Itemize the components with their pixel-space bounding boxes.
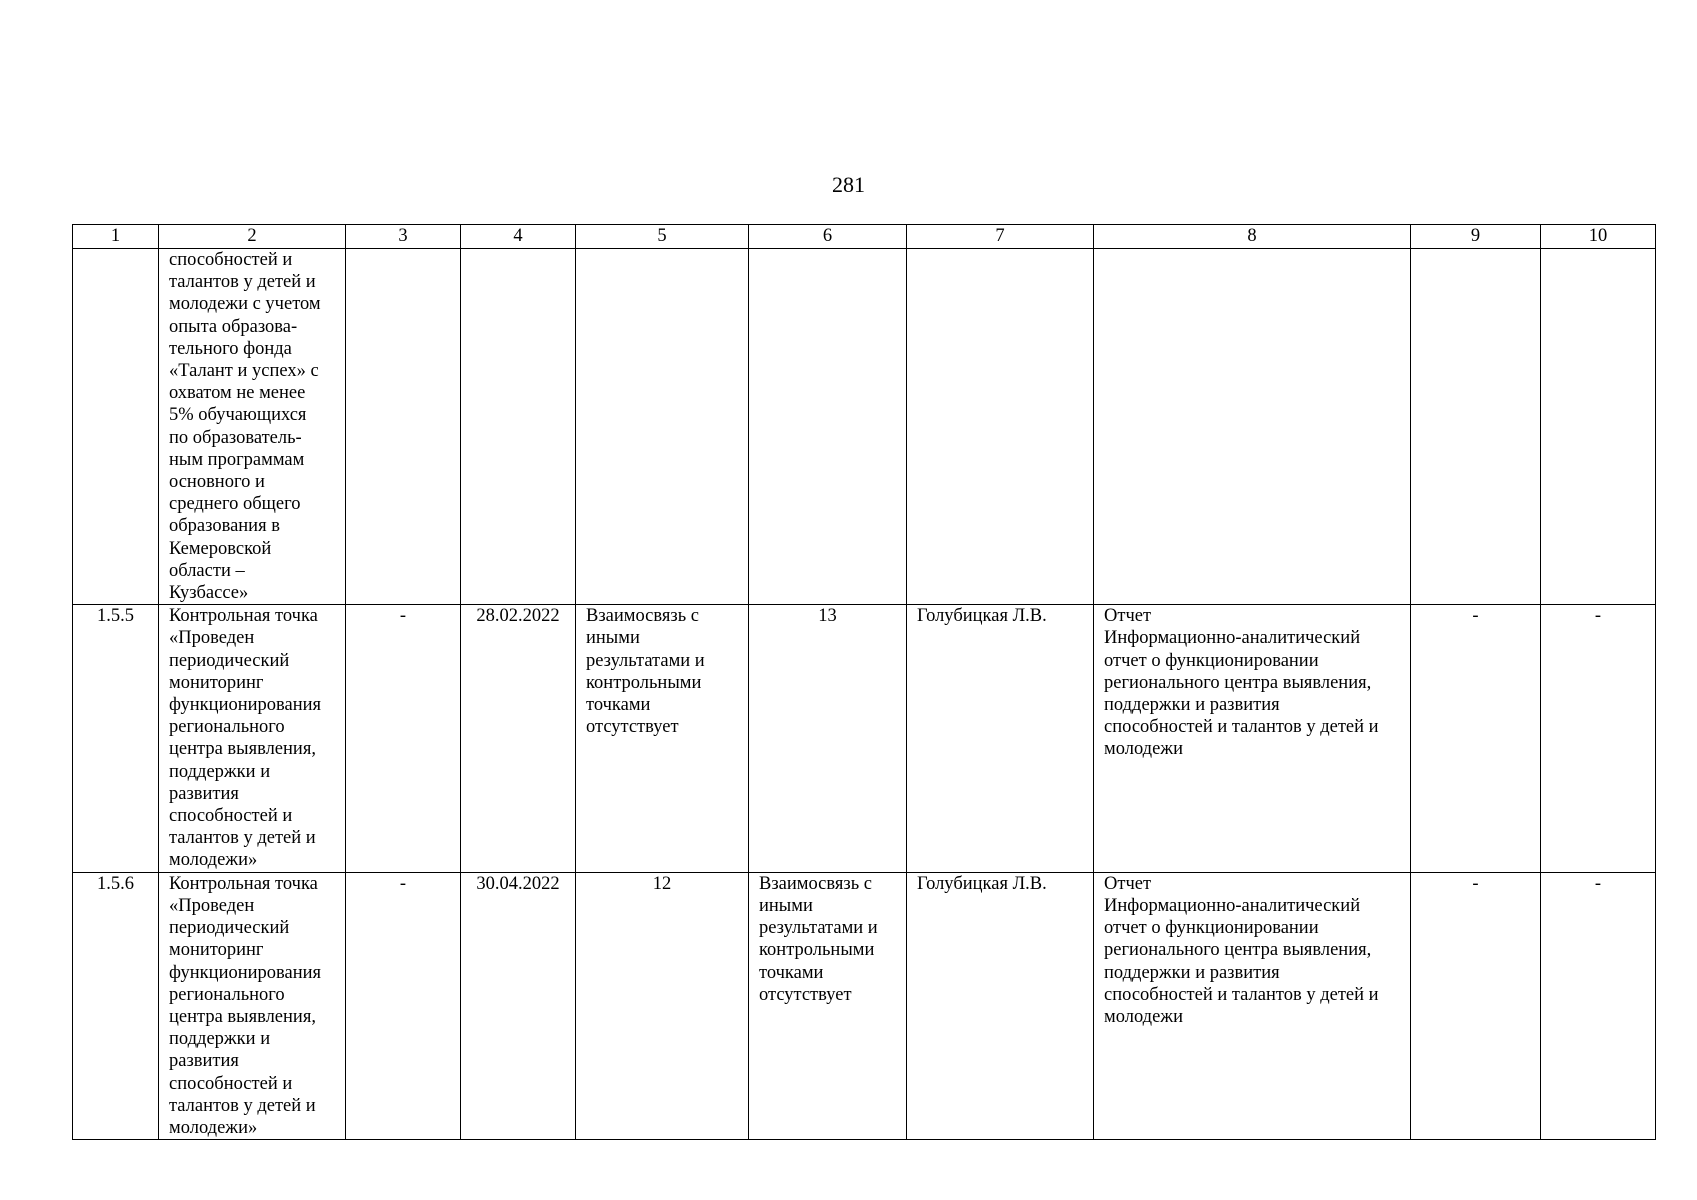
table-row [73,605,1656,872]
column-header: 4 [461,225,576,249]
cell-end-date: 28.02.2022 [461,605,576,872]
column-header: 7 [907,225,1094,249]
cell-name: Контрольная точка «Проведен периодический мониторинг функционирования регионального центра выявления, поддержки и развития способностей и талантов у детей и молодежи» [159,872,346,1139]
table-row [73,872,1656,1139]
table-row [73,249,1656,605]
cell-col9 [1411,249,1541,605]
cell-name: способностей и талантов у детей и молодежи с учетом опыта образова- тельного фонда «Талант и успех» с охватом не менее 5% обучающихся по образователь- ным программам основного и среднего общего образования в Кемеровской области – Кузбассе» [159,249,346,605]
cell-col6 [749,249,907,605]
cell-number: 1.5.6 [73,872,159,1139]
cell-responsible: Голубицкая Л.В. [907,605,1094,872]
cell-start-date [346,249,461,605]
column-header: 2 [159,225,346,249]
cell-col9: - [1411,872,1541,1139]
column-header: 10 [1541,225,1656,249]
cell-end-date [461,249,576,605]
cell-col10: - [1541,872,1656,1139]
cell-col10 [1541,249,1656,605]
cell-start-date: - [346,872,461,1139]
column-header: 9 [1411,225,1541,249]
cell-number [73,249,159,605]
cell-result [1094,249,1411,605]
header-row [73,225,1656,249]
cell-number: 1.5.5 [73,605,159,872]
page-number: 281 [832,172,865,197]
cell-responsible: Голубицкая Л.В. [907,872,1094,1139]
cell-col5: 12 [576,872,749,1139]
plan-table [72,224,1656,1140]
cell-result: Отчет Информационно-аналитический отчет о функционировании регионального центра выявления, поддержки и развития способностей и талантов у детей и молодежи [1094,872,1411,1139]
cell-col6: Взаимосвязь с иными результатами и контрольными точками отсутствует [749,872,907,1139]
cell-col5 [576,249,749,605]
column-header: 6 [749,225,907,249]
cell-result: Отчет Информационно-аналитический отчет о функционировании регионального центра выявления, поддержки и развития способностей и талантов у детей и молодежи [1094,605,1411,872]
cell-end-date: 30.04.2022 [461,872,576,1139]
cell-responsible [907,249,1094,605]
cell-start-date: - [346,605,461,872]
column-header: 1 [73,225,159,249]
column-header: 3 [346,225,461,249]
column-header: 5 [576,225,749,249]
cell-col9: - [1411,605,1541,872]
cell-col5: Взаимосвязь с иными результатами и контрольными точками отсутствует [576,605,749,872]
cell-name: Контрольная точка «Проведен периодический мониторинг функционирования регионального центра выявления, поддержки и развития способностей и талантов у детей и молодежи» [159,605,346,872]
cell-col10: - [1541,605,1656,872]
column-header: 8 [1094,225,1411,249]
cell-col6: 13 [749,605,907,872]
